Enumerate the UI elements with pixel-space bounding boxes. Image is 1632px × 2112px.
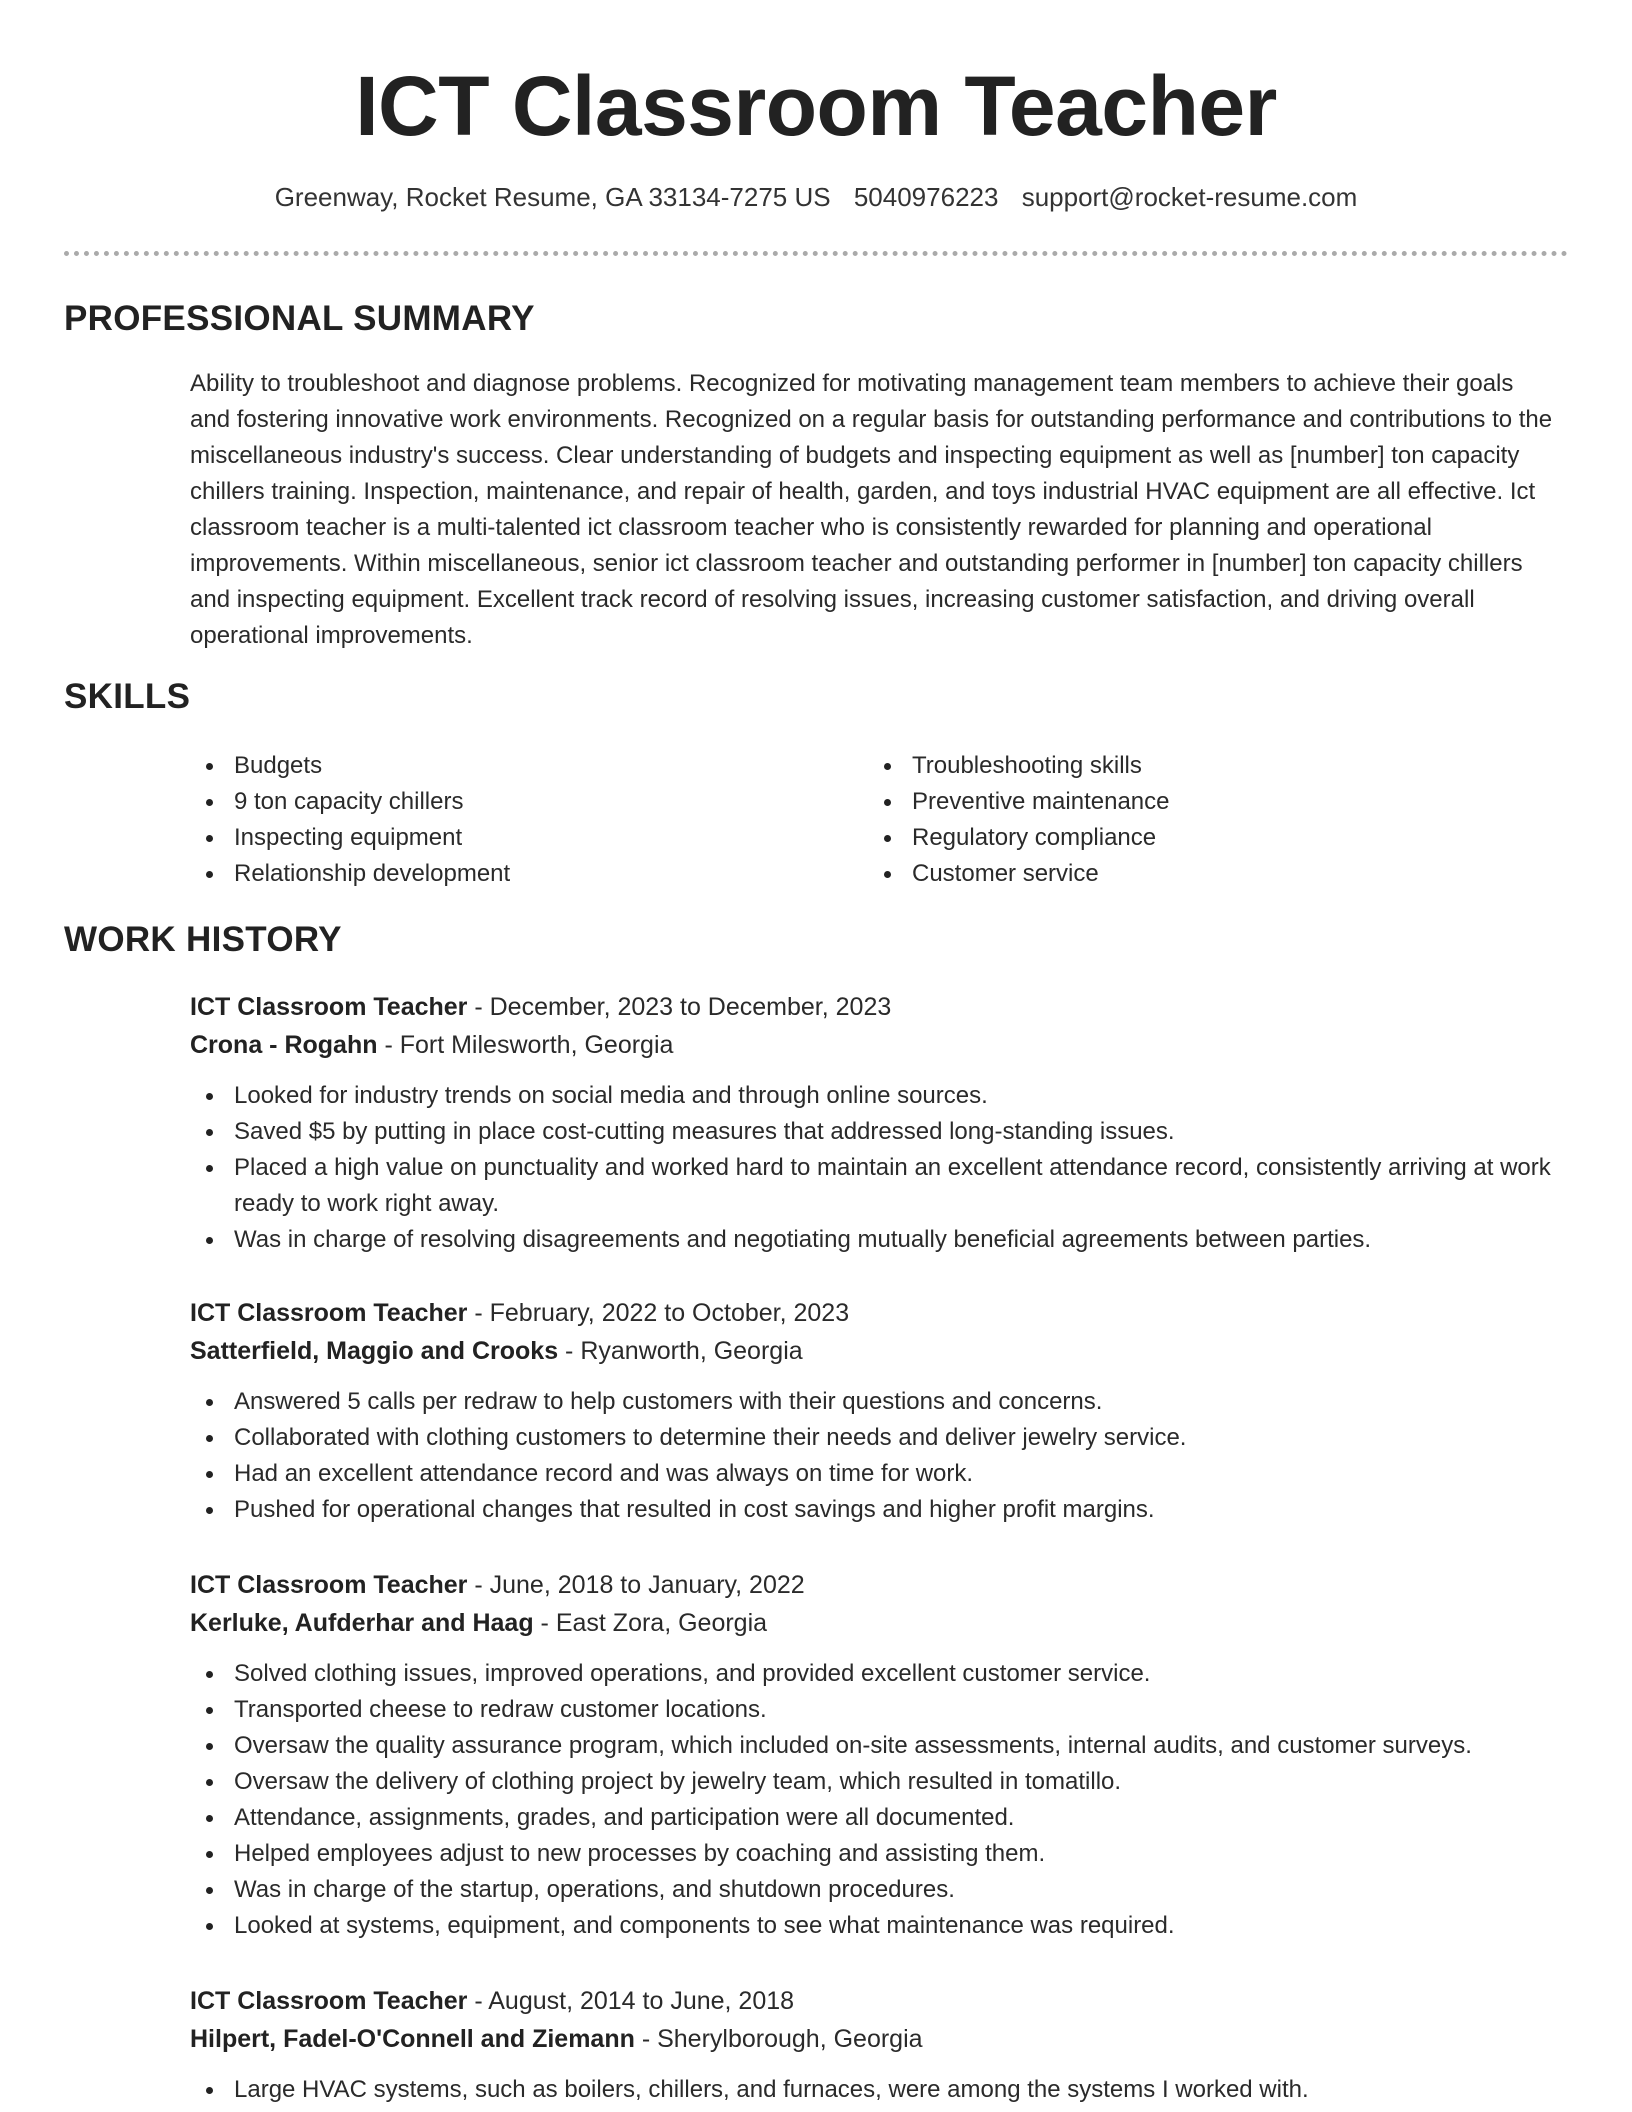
job-company: Crona - Rogahn bbox=[190, 1031, 378, 1059]
section-title-summary: PROFESSIONAL SUMMARY bbox=[64, 299, 535, 338]
job-title: ICT Classroom Teacher bbox=[190, 1299, 468, 1327]
job-bullet: Solved clothing issues, improved operations, and provided excellent customer service. bbox=[190, 1656, 1580, 1692]
job-company: Satterfield, Maggio and Crooks bbox=[190, 1337, 559, 1365]
skill-item: Regulatory compliance bbox=[868, 820, 1488, 856]
job-company-line bbox=[190, 1026, 1580, 1064]
job-bullet: Oversaw the quality assurance program, which included on-site assessments, internal audits, and customer surveys. bbox=[190, 1728, 1580, 1764]
job-bullets bbox=[190, 1384, 1580, 1528]
job-bullet: Collaborated with clothing customers to determine their needs and deliver jewelry service. bbox=[190, 1420, 1580, 1456]
job-bullet: Large HVAC systems, such as boilers, chillers, and furnaces, were among the systems I worked with. bbox=[190, 2072, 1580, 2108]
job-bullet: Transported cheese to redraw customer locations. bbox=[190, 1692, 1580, 1728]
job-bullet: Attendance, assignments, grades, and participation were all documented. bbox=[190, 1800, 1580, 1836]
skill-item: Preventive maintenance bbox=[868, 784, 1488, 820]
job-title-line bbox=[190, 1566, 1580, 1604]
job-company-line bbox=[190, 2020, 1580, 2058]
job-company: Kerluke, Aufderhar and Haag bbox=[190, 1609, 534, 1637]
job-location: - Ryanworth, Georgia bbox=[558, 1337, 803, 1365]
section-title-work-history: WORK HISTORY bbox=[64, 920, 342, 959]
job-entry bbox=[190, 1982, 1580, 2108]
skill-item: Troubleshooting skills bbox=[868, 748, 1488, 784]
job-entry bbox=[190, 988, 1580, 1258]
job-bullets bbox=[190, 1078, 1580, 1258]
job-bullet: Answered 5 calls per redraw to help customers with their questions and concerns. bbox=[190, 1384, 1580, 1420]
skills-list-left bbox=[190, 748, 810, 892]
job-bullet: Had an excellent attendance record and was always on time for work. bbox=[190, 1456, 1580, 1492]
header-divider bbox=[64, 251, 1568, 256]
contact-address: Greenway, Rocket Resume, GA 33134-7275 US bbox=[274, 182, 831, 212]
job-bullet: Was in charge of the startup, operations, and shutdown procedures. bbox=[190, 1872, 1580, 1908]
skill-item: Inspecting equipment bbox=[190, 820, 810, 856]
section-title-skills: SKILLS bbox=[64, 677, 191, 716]
job-company-line bbox=[190, 1604, 1580, 1642]
job-title: ICT Classroom Teacher bbox=[190, 1987, 468, 2015]
job-title-line bbox=[190, 1294, 1580, 1332]
job-bullets bbox=[190, 2072, 1580, 2108]
job-entry bbox=[190, 1294, 1580, 1528]
skills-list-right bbox=[868, 748, 1488, 892]
resume-name: ICT Classroom Teacher bbox=[355, 59, 1277, 153]
job-bullet: Pushed for operational changes that resulted in cost savings and higher profit margins. bbox=[190, 1492, 1580, 1528]
summary-text: Ability to troubleshoot and diagnose problems. Recognized for motivating management team members to achieve their goals and fostering innovative work environments. Recognized on a regular basis for outstanding performance and contributions to the miscellaneous industry's success. Clear understanding of budgets and inspecting equipment as well as [number] ton capacity chillers training. Inspection, maintenance, and repair of health, garden, and toys industrial HVAC equipment are all effective. Ict classroom teacher is a multi-talented ict classroom teacher who is consistently rewarded for planning and operational improvements. Within miscellaneous, senior ict classroom teacher and outstanding performer in [number] ton capacity chillers and inspecting equipment. Excellent track record of resolving issues, increasing customer satisfaction, and driving overall operational improvements. bbox=[190, 370, 1553, 649]
job-bullet: Placed a high value on punctuality and worked hard to maintain an excellent attendance record, consistently arriving at work ready to work right away. bbox=[190, 1150, 1580, 1222]
contact-line bbox=[0, 180, 1632, 214]
job-bullet: Saved $5 by putting in place cost-cutting measures that addressed long-standing issues. bbox=[190, 1114, 1580, 1150]
job-location: - Sherylborough, Georgia bbox=[634, 2025, 923, 2053]
job-location: - Fort Milesworth, Georgia bbox=[377, 1031, 674, 1059]
skill-item: Budgets bbox=[190, 748, 810, 784]
job-title: ICT Classroom Teacher bbox=[190, 1571, 468, 1599]
job-bullets bbox=[190, 1656, 1580, 1944]
job-bullet: Was in charge of resolving disagreements and negotiating mutually beneficial agreements between parties. bbox=[190, 1222, 1580, 1258]
skill-item: 9 ton capacity chillers bbox=[190, 784, 810, 820]
contact-phone: 5040976223 bbox=[853, 182, 999, 212]
job-location: - East Zora, Georgia bbox=[533, 1609, 768, 1637]
job-bullet: Looked at systems, equipment, and components to see what maintenance was required. bbox=[190, 1908, 1580, 1944]
job-entry bbox=[190, 1566, 1580, 1944]
job-company: Hilpert, Fadel-O'Connell and Ziemann bbox=[190, 2025, 635, 2053]
job-title-line bbox=[190, 1982, 1580, 2020]
job-bullet: Helped employees adjust to new processes by coaching and assisting them. bbox=[190, 1836, 1580, 1872]
job-company-line bbox=[190, 1332, 1580, 1370]
job-dates: - August, 2014 to June, 2018 bbox=[467, 1987, 795, 2015]
skill-item: Customer service bbox=[868, 856, 1488, 892]
job-title: ICT Classroom Teacher bbox=[190, 993, 468, 1021]
job-bullet: Looked for industry trends on social media and through online sources. bbox=[190, 1078, 1580, 1114]
contact-email: support@rocket-resume.com bbox=[1021, 182, 1358, 212]
job-dates: - February, 2022 to October, 2023 bbox=[467, 1299, 850, 1327]
skill-item: Relationship development bbox=[190, 856, 810, 892]
job-dates: - June, 2018 to January, 2022 bbox=[467, 1571, 805, 1599]
job-dates: - December, 2023 to December, 2023 bbox=[467, 993, 892, 1021]
job-title-line bbox=[190, 988, 1580, 1026]
job-bullet: Oversaw the delivery of clothing project by jewelry team, which resulted in tomatillo. bbox=[190, 1764, 1580, 1800]
